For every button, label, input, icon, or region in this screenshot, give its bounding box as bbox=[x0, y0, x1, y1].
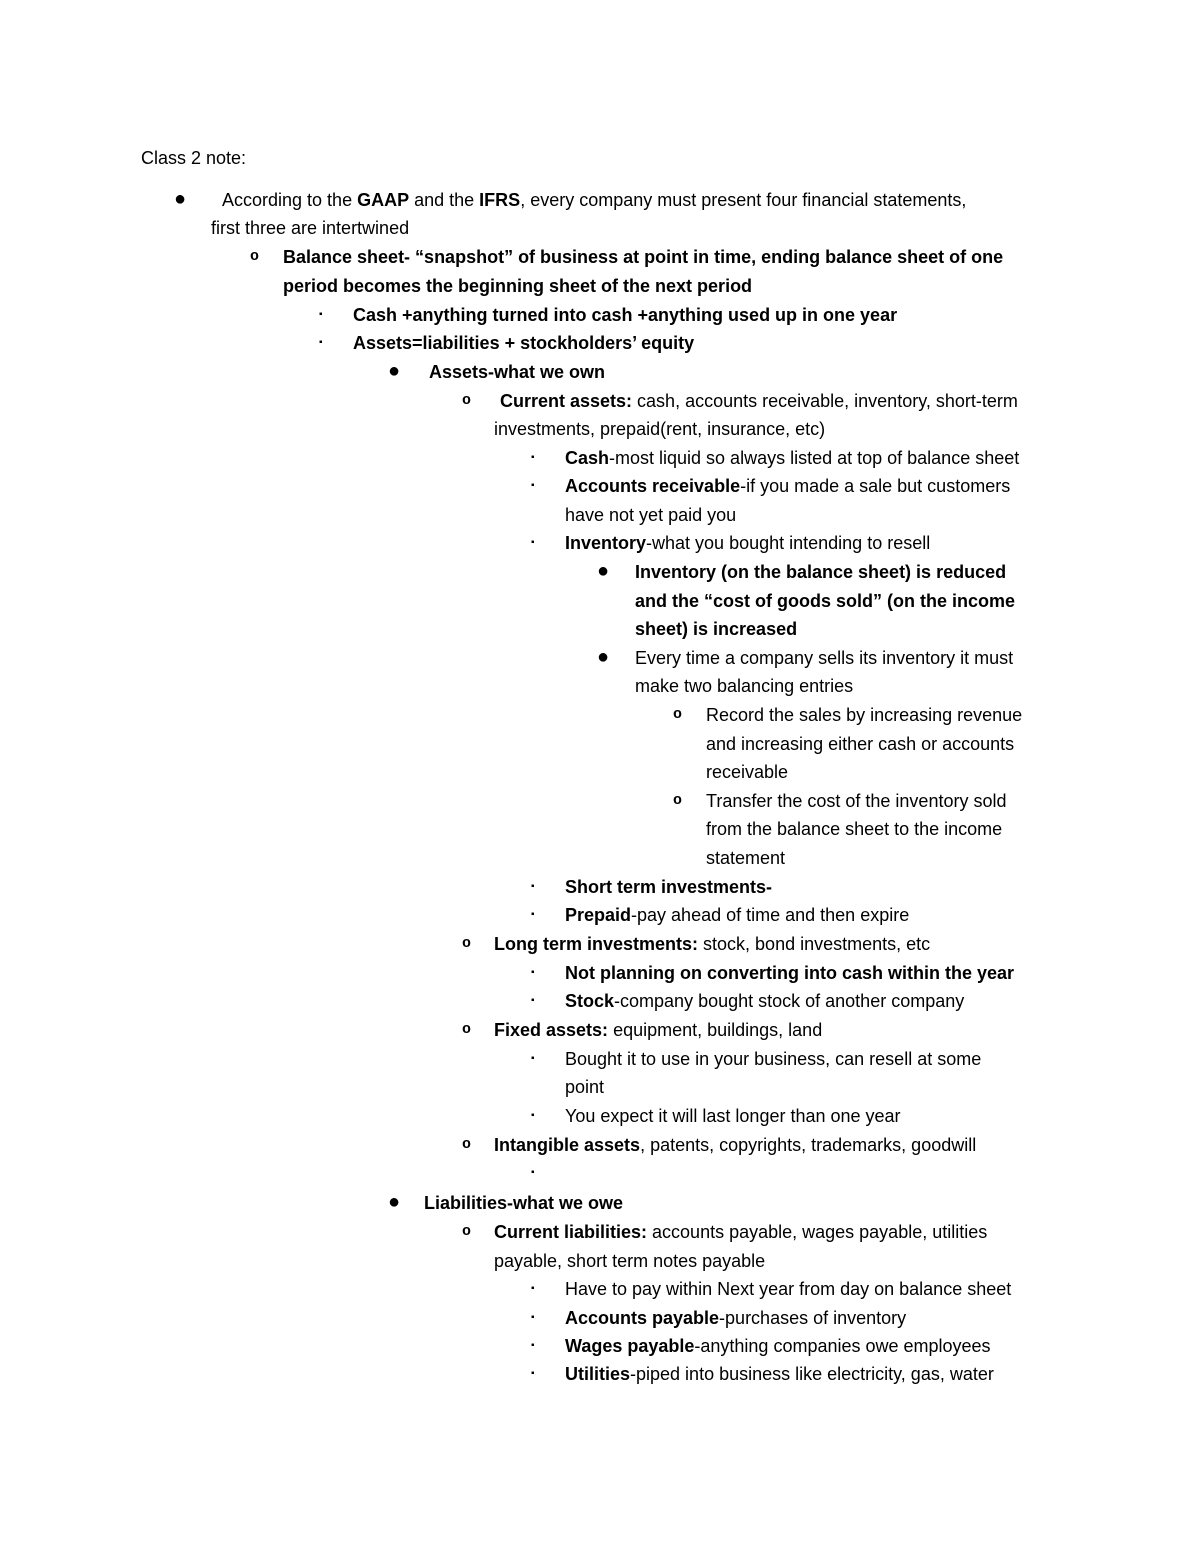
note-line: payable, short term notes payable bbox=[494, 1251, 766, 1271]
bullet-square: ▪ bbox=[531, 480, 535, 491]
note-line: Long term investments: stock, bond investments, etc bbox=[494, 934, 931, 954]
note-line: and the “cost of goods sold” (on the income bbox=[635, 591, 1016, 611]
note-line: receivable bbox=[706, 762, 789, 782]
note-line: Accounts receivable-if you made a sale but customers bbox=[565, 476, 1011, 496]
bullet-square: ▪ bbox=[531, 1312, 535, 1323]
bullet-square: ▪ bbox=[531, 995, 535, 1006]
note-line: statement bbox=[706, 848, 786, 868]
note-line: You expect it will last longer than one year bbox=[565, 1106, 901, 1126]
bullet-square: ▪ bbox=[531, 1340, 535, 1351]
bullet-square: ▪ bbox=[531, 909, 535, 920]
note-line: investments, prepaid(rent, insurance, etc) bbox=[494, 419, 826, 439]
note-line: Utilities-piped into business like electricity, gas, water bbox=[565, 1364, 994, 1384]
note-line: period becomes the beginning sheet of the next period bbox=[283, 276, 753, 296]
bullet-square: ▪ bbox=[531, 881, 535, 892]
note-line: Fixed assets: equipment, buildings, land bbox=[494, 1020, 823, 1040]
bullet-square: ▪ bbox=[531, 1368, 535, 1379]
bullet-square: ▪ bbox=[531, 967, 535, 978]
note-line: Stock-company bought stock of another company bbox=[565, 991, 965, 1011]
note-line: Liabilities-what we owe bbox=[424, 1193, 624, 1213]
bullet-circle: o bbox=[250, 248, 260, 265]
note-line: Accounts payable-purchases of inventory bbox=[565, 1308, 907, 1328]
note-line: and increasing either cash or accounts bbox=[706, 734, 1015, 754]
bullet-square: ▪ bbox=[531, 1110, 535, 1121]
bullet-square: ▪ bbox=[319, 309, 323, 320]
bullet-disc: ● bbox=[597, 560, 610, 582]
note-line: point bbox=[565, 1077, 605, 1097]
note-line: Bought it to use in your business, can resell at some bbox=[565, 1049, 982, 1069]
bullet-circle: o bbox=[462, 1021, 472, 1038]
note-line: Current assets: cash, accounts receivable, inventory, short-term bbox=[500, 391, 1018, 411]
note-line: Wages payable-anything companies owe employees bbox=[565, 1336, 991, 1356]
note-line: Assets-what we own bbox=[429, 362, 606, 382]
bullet-square: ▪ bbox=[319, 337, 323, 348]
bullet-circle: o bbox=[462, 392, 472, 409]
note-line: Current liabilities: accounts payable, wages payable, utilities bbox=[494, 1222, 988, 1242]
bullet-disc: ● bbox=[597, 646, 610, 668]
note-line: have not yet paid you bbox=[565, 505, 737, 525]
note-line: Cash-most liquid so always listed at top of balance sheet bbox=[565, 448, 1020, 468]
bullet-circle: o bbox=[462, 1223, 472, 1240]
bullet-circle: o bbox=[673, 792, 683, 809]
note-line: Balance sheet- “snapshot” of business at point in time, ending balance sheet of one bbox=[283, 247, 1004, 267]
bullet-disc: ● bbox=[174, 188, 187, 210]
bullet-square: ▪ bbox=[531, 1283, 535, 1294]
bullet-disc: ● bbox=[388, 1191, 401, 1213]
note-line: Assets=liabilities + stockholders’ equity bbox=[353, 333, 695, 353]
note-line: Inventory (on the balance sheet) is reduced bbox=[635, 562, 1007, 582]
note-line: Not planning on converting into cash within the year bbox=[565, 963, 1015, 983]
bullet-disc: ● bbox=[388, 360, 401, 382]
page-title: Class 2 note: bbox=[141, 148, 247, 168]
note-line: Intangible assets, patents, copyrights, trademarks, goodwill bbox=[494, 1135, 977, 1155]
note-line: Record the sales by increasing revenue bbox=[706, 705, 1023, 725]
bullet-circle: o bbox=[462, 935, 472, 952]
bullet-circle: o bbox=[673, 706, 683, 723]
note-line: sheet) is increased bbox=[635, 619, 798, 639]
note-line: Cash +anything turned into cash +anything used up in one year bbox=[353, 305, 898, 325]
note-line: Every time a company sells its inventory it must bbox=[635, 648, 1014, 668]
bullet-square: ▪ bbox=[531, 452, 535, 463]
note-line: Inventory-what you bought intending to resell bbox=[565, 533, 931, 553]
bullet-square: ▪ bbox=[531, 1167, 535, 1178]
bullet-circle: o bbox=[462, 1136, 472, 1153]
note-line: Transfer the cost of the inventory sold bbox=[706, 791, 1007, 811]
note-line: Short term investments- bbox=[565, 877, 773, 897]
note-line: first three are intertwined bbox=[211, 218, 410, 238]
note-line: According to the GAAP and the IFRS, every company must present four financial statements, bbox=[222, 190, 967, 210]
note-line: make two balancing entries bbox=[635, 676, 854, 696]
note-line: from the balance sheet to the income bbox=[706, 819, 1003, 839]
bullet-square: ▪ bbox=[531, 537, 535, 548]
bullet-square: ▪ bbox=[531, 1053, 535, 1064]
note-line: Have to pay within Next year from day on balance sheet bbox=[565, 1279, 1012, 1299]
note-line: Prepaid-pay ahead of time and then expire bbox=[565, 905, 910, 925]
